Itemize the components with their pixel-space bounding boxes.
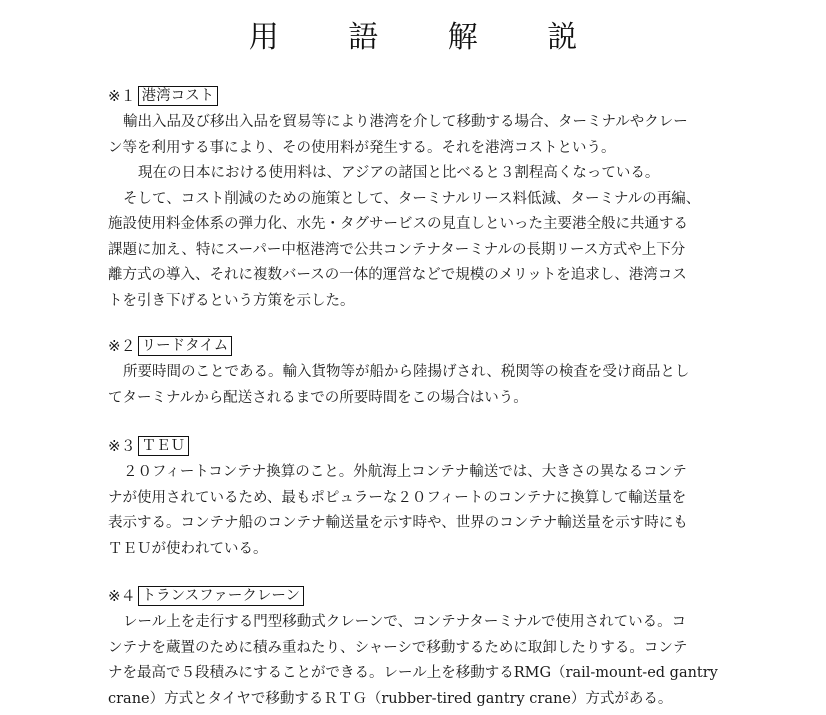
entry-heading [108,86,708,106]
page-title: 用 語 解 説 [248,20,608,55]
text-line: ンテナを蔵置のために積み重ねたり、シャーシで移動するために取卸したりする。コンテ [108,639,688,656]
text-line: 課題に加え、特にスーパー中枢港湾で公共コンテナターミナルの長期リース方式や上下分 [108,241,686,258]
entry-paragraph [108,110,708,161]
glossary-entry-lead-time [108,336,708,411]
text-line: そして、コスト削減のための施策として、ターミナルリース料低減、ターミナルの再編、 [123,190,701,207]
entry-heading [108,586,708,606]
text-line: 現在の日本における使用料は、アジアの諸国と比べると３割程高くなっている。 [138,165,660,181]
entry-marker: ※２ [108,337,136,355]
entry-marker: ※４ [108,587,136,605]
text-line: 表示する。コンテナ船のコンテナ輸送量を示す時や、世界のコンテナ輸送量を示す時にも [108,515,688,531]
text-line: 施設使用料金体系の弾力化、水先・タグサービスの見直しといった主要港全般に共通する [108,216,688,232]
entry-heading [108,436,708,456]
entry-paragraph [108,610,718,712]
entry-paragraph [108,460,708,562]
text-line: ＴＥＵが使われている。 [108,540,268,557]
entry-marker: ※３ [108,437,136,455]
glossary-entry-transfer-crane [108,586,718,712]
text-line: 離方式の導入、それに複数バースの一体的運営などで規模のメリットを追求し、港湾コス [108,267,687,283]
text-line: てターミナルから配送されるまでの所要時間をこの場合はいう。 [108,389,528,406]
entry-term: リードタイム [138,336,233,356]
text-line: ン等を利用する事により、その使用料が発生する。それを港湾コストという。 [108,139,616,156]
text-line: ナを最高で５段積みにすることができる。レール上を移動するRMG（rail-mount-ed gantry [108,665,718,681]
entry-paragraph [108,161,708,187]
entry-term: ＴＥＵ [138,436,190,456]
entry-heading [108,336,708,356]
text-line: 輸出入品及び移出入品を貿易等により港湾を介して移動する場合、ターミナルやクレー [123,114,688,130]
entry-term: トランスファークレーン [138,586,304,606]
entry-paragraph [108,360,708,411]
entry-paragraph [108,187,708,315]
entry-marker: ※１ [108,87,136,105]
glossary-entry-port-cost [108,86,708,314]
glossary-entry-teu [108,436,708,562]
text-line: レール上を走行する門型移動式クレーンで、コンテナターミナルで使用されている。コ [123,614,687,630]
text-line: トを引き下げるという方策を示した。 [108,292,355,309]
text-line: 所要時間のことである。輸入貨物等が船から陸揚げされ、税関等の検査を受け商品とし [123,364,690,380]
entry-term: 港湾コスト [138,86,219,106]
text-line: crane）方式とタイヤで移動するＲＴＧ（rubber-tired gantry crane）方式がある。 [108,690,673,707]
text-line: ナが使用されているため、最もポピュラーな２０フィートのコンテナに換算して輸送量を [108,489,687,506]
text-line: ２０フィートコンテナ換算のこと。外航海上コンテナ輸送では、大きさの異なるコンテ [123,464,687,480]
